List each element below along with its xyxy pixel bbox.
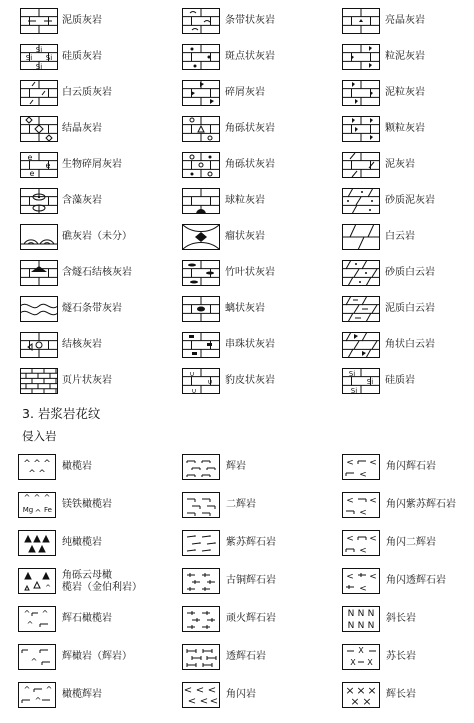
- svg-text:X: X: [358, 646, 364, 655]
- legend-label: 条带状灰岩: [225, 15, 275, 26]
- legend-label: 砂质泥灰岩: [385, 195, 435, 206]
- pelletal-limestone-icon: [342, 44, 380, 70]
- legend-label: 粒泥灰岩: [385, 51, 425, 62]
- svg-text:∪: ∪: [207, 378, 213, 386]
- legend-label: 泥灰岩: [385, 159, 415, 170]
- hornblende-diopside-icon: [342, 568, 380, 594]
- legend-label: 硅质灰岩: [62, 51, 102, 62]
- legend-label: 二辉岩: [226, 499, 256, 510]
- svg-text:Si: Si: [45, 54, 53, 62]
- legend-label: 泥粒灰岩: [385, 87, 425, 98]
- hornblendite-icon: [182, 682, 220, 708]
- banded-limestone-icon: [182, 8, 220, 34]
- legend-label: 橄榄辉岩: [62, 689, 102, 700]
- legend-label: 亮晶灰岩: [385, 15, 425, 26]
- legend-label: 球粒灰岩: [225, 195, 265, 206]
- legend-label: 竹叶状灰岩: [225, 267, 275, 278]
- svg-text:<: <: [346, 496, 354, 506]
- legend-label: 结晶灰岩: [62, 123, 102, 134]
- section-title: 3. 岩浆岩花纹: [22, 406, 101, 421]
- svg-text:<: <: [209, 696, 219, 707]
- svg-text:<: <: [183, 685, 193, 696]
- svg-text:×: ×: [350, 695, 360, 708]
- peridotite-icon: [18, 454, 56, 480]
- svg-text:^: ^: [45, 685, 53, 694]
- svg-text:e: e: [27, 153, 33, 162]
- svg-text:Si: Si: [35, 46, 43, 54]
- argillaceous-dolomite-icon: [342, 296, 380, 322]
- svg-text:<: <: [369, 458, 377, 468]
- beaded-limestone-icon: [182, 332, 220, 358]
- angular-gravel-limestone-icon: [182, 116, 220, 142]
- legend-label: 角闪紫苏辉石岩: [386, 499, 456, 510]
- nodular-bead-limestone-icon: [182, 224, 220, 250]
- svg-text:^: ^: [26, 620, 34, 629]
- oolitic-limestone-icon: [182, 188, 220, 214]
- svg-text:×: ×: [345, 684, 355, 697]
- websterite-icon: [182, 492, 220, 518]
- svg-text:^: ^: [33, 459, 41, 469]
- svg-text:×: ×: [356, 684, 366, 697]
- hypersthene-pyroxenite-icon: [182, 530, 220, 556]
- svg-text:^: ^: [45, 584, 51, 592]
- svg-text:Fe: Fe: [44, 506, 52, 514]
- legend-label: 辉长岩: [386, 689, 416, 700]
- sandy-marl-icon: [342, 188, 380, 214]
- svg-text:e: e: [29, 169, 35, 178]
- marl-icon: [342, 152, 380, 178]
- legend-label: 螭状灰岩: [225, 303, 265, 314]
- kimberlite-icon: [18, 568, 56, 594]
- legend-label: 榄岩（金伯利岩）: [62, 582, 142, 593]
- legend-label: 透辉石岩: [226, 651, 266, 662]
- platy-limestone-icon: [20, 368, 58, 394]
- legend-label: 礁灰岩（未分）: [62, 231, 132, 242]
- pyroxenite-icon: [182, 454, 220, 480]
- legend-label: 生物碎屑灰岩: [62, 159, 122, 170]
- svg-text:N: N: [347, 621, 355, 631]
- legend-label: 泥质白云岩: [385, 303, 435, 314]
- bamboo-leaf-limestone-icon: [182, 260, 220, 286]
- nodular-limestone-icon: [20, 116, 58, 142]
- svg-text:N: N: [357, 621, 365, 631]
- hornblende-hypersthene-icon: [342, 492, 380, 518]
- reef-limestone-icon: [20, 224, 58, 250]
- svg-text:Si: Si: [25, 54, 33, 62]
- legend-label: 瘤状灰岩: [225, 231, 265, 242]
- muddy-grain-limestone-icon: [342, 80, 380, 106]
- hornblende-pyroxenite-icon: [342, 454, 380, 480]
- svg-text:Mg: Mg: [22, 506, 34, 514]
- concretion-limestone-icon: [20, 332, 58, 358]
- legend-label: 燧石条带灰岩: [62, 303, 122, 314]
- svg-text:^: ^: [30, 657, 38, 666]
- olivine-pyroxenite-icon: [18, 682, 56, 708]
- dunite-icon: [18, 530, 56, 556]
- legend-label: 角闪透辉石岩: [386, 575, 446, 586]
- svg-text:<: <: [346, 534, 354, 544]
- dolomitic-limestone-icon: [20, 80, 58, 106]
- legend-label: 泥质灰岩: [62, 15, 102, 26]
- svg-text:^: ^: [38, 469, 46, 479]
- chert-nodule-limestone-icon: [20, 260, 58, 286]
- subsection-title: 侵入岩: [22, 429, 57, 443]
- crystalline-limestone-icon: [342, 8, 380, 34]
- legend-label: 串珠状灰岩: [225, 339, 275, 350]
- svg-text:<: <: [346, 458, 354, 468]
- svg-text:Si: Si: [35, 63, 43, 70]
- svg-text:^: ^: [34, 696, 42, 705]
- legend-label: 含藻灰岩: [62, 195, 102, 206]
- legend-label: 纯橄榄岩: [62, 537, 102, 548]
- legend-label: 角砾云母橄: [62, 570, 112, 581]
- gabbro-icon: [342, 682, 380, 708]
- svg-text:<: <: [369, 572, 377, 582]
- svg-text:X: X: [367, 658, 373, 667]
- legend-label: 颗粒灰岩: [385, 123, 425, 134]
- legend-label: 辉岩: [226, 461, 246, 472]
- algal-limestone-icon: [20, 188, 58, 214]
- svg-text:<: <: [369, 534, 377, 544]
- legend-label: 含燧石结核灰岩: [62, 267, 132, 278]
- spotted-limestone-icon: [182, 44, 220, 70]
- legend-label: 结核灰岩: [62, 339, 102, 350]
- legend-label: 斜长岩: [386, 613, 416, 624]
- svg-text:^: ^: [23, 609, 31, 618]
- svg-text:^: ^: [41, 609, 49, 618]
- svg-text:<: <: [369, 496, 377, 506]
- svg-text:Si: Si: [348, 370, 356, 378]
- svg-text:<: <: [359, 546, 367, 556]
- svg-text:<: <: [359, 584, 367, 594]
- pyroxene-peridotite-icon: [18, 606, 56, 632]
- legend-label: 角状白云岩: [385, 339, 435, 350]
- svg-text:∪: ∪: [191, 387, 197, 394]
- hornblende-websterite-icon: [342, 530, 380, 556]
- bronzite-icon: [182, 568, 220, 594]
- svg-text:<: <: [207, 685, 217, 696]
- dolomite-icon: [342, 224, 380, 250]
- svg-text:<: <: [187, 696, 197, 707]
- argillaceous-limestone-icon: [20, 8, 58, 34]
- pyroxene-olivinite-icon: [18, 644, 56, 670]
- svg-text:^: ^: [34, 508, 42, 517]
- legend-label: 砂质白云岩: [385, 267, 435, 278]
- svg-text:Si: Si: [350, 387, 358, 394]
- legend-label: 苏长岩: [386, 651, 416, 662]
- legend-label: 紫苏辉石岩: [226, 537, 276, 548]
- svg-text:^: ^: [43, 493, 51, 502]
- svg-text:×: ×: [362, 695, 372, 708]
- svg-text:×: ×: [367, 684, 377, 697]
- legend-label: 角闪辉石岩: [386, 461, 436, 472]
- svg-text:<: <: [359, 508, 367, 518]
- svg-text:^: ^: [43, 459, 51, 469]
- legend-label: 辉石橄榄岩: [62, 613, 112, 624]
- legend-label: 古铜辉石岩: [226, 575, 276, 586]
- angular-dolomite-icon: [342, 332, 380, 358]
- siliceous-rock-icon: [342, 368, 380, 394]
- lenticular-limestone-icon: [182, 296, 220, 322]
- legend-label: 镁铁橄榄岩: [62, 499, 112, 510]
- svg-text:^: ^: [28, 469, 36, 479]
- bioclastic-limestone-icon: [20, 152, 58, 178]
- sandy-dolomite-icon: [342, 260, 380, 286]
- legend-label: 白云岩: [385, 231, 415, 242]
- legend-label: 白云质灰岩: [62, 87, 112, 98]
- svg-text:N: N: [357, 609, 365, 619]
- legend-label: 碎屑灰岩: [225, 87, 265, 98]
- diallage-icon: [182, 644, 220, 670]
- legend-label: 角砾状灰岩: [225, 123, 275, 134]
- anorthosite-icon: [342, 606, 380, 632]
- svg-text:X: X: [350, 658, 356, 667]
- legend-label: 角砾状灰岩: [225, 159, 275, 170]
- svg-text:<: <: [346, 572, 354, 582]
- siliceous-limestone-icon: [20, 44, 58, 70]
- svg-text:Si: Si: [366, 378, 374, 386]
- svg-text:^: ^: [33, 493, 41, 502]
- leopard-limestone-icon: [182, 368, 220, 394]
- legend-label: 橄榄岩: [62, 461, 92, 472]
- svg-text:N: N: [367, 609, 375, 619]
- svg-text:<: <: [195, 685, 205, 696]
- legend-label: 页片状灰岩: [62, 375, 112, 386]
- chert-band-limestone-icon: [20, 296, 58, 322]
- norite-icon: [342, 644, 380, 670]
- svg-text:N: N: [347, 609, 355, 619]
- svg-text:^: ^: [23, 493, 31, 502]
- legend-label: 硅质岩: [385, 375, 415, 386]
- brecciated-limestone-icon: [182, 80, 220, 106]
- legend-label: 辉橄岩（辉岩）: [62, 651, 132, 662]
- svg-text:N: N: [367, 621, 375, 631]
- legend-label: 顽火辉石岩: [226, 613, 276, 624]
- svg-text:∪: ∪: [189, 370, 195, 378]
- granular-limestone-icon: [342, 116, 380, 142]
- svg-text:<: <: [359, 470, 367, 480]
- gravel-limestone-icon: [182, 152, 220, 178]
- legend-label: 斑点状灰岩: [225, 51, 275, 62]
- legend-label: 豹皮状灰岩: [225, 375, 275, 386]
- svg-text:^: ^: [23, 459, 31, 469]
- legend-label: 角闪二辉岩: [386, 537, 436, 548]
- svg-text:^: ^: [23, 685, 31, 694]
- legend-label: 角闪岩: [226, 689, 256, 700]
- svg-text:<: <: [199, 696, 209, 707]
- mg-fe-peridotite-icon: [18, 492, 56, 518]
- diopside-icon: [182, 606, 220, 632]
- svg-text:e: e: [45, 161, 51, 170]
